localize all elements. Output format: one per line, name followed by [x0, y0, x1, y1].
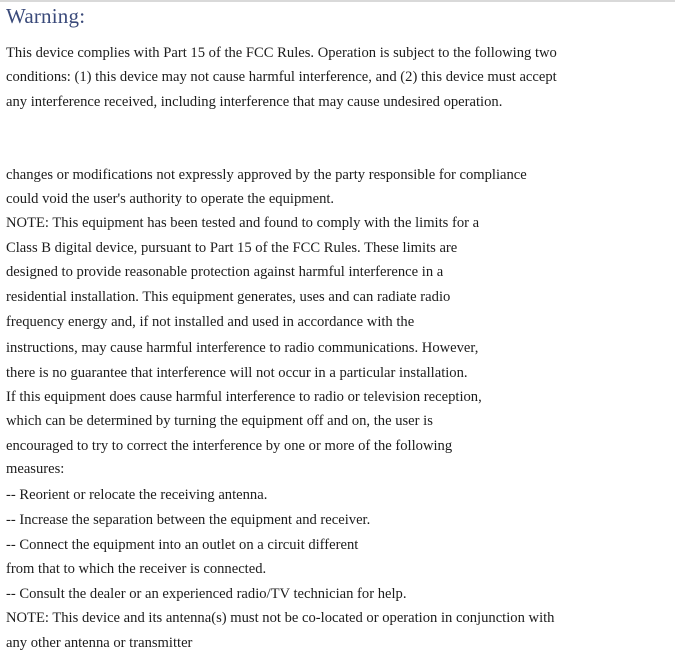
- para2-line: designed to provide reasonable protection against harmful interference in a: [6, 264, 444, 280]
- para2-line: there is no guarantee that interference will not occur in a particular installation.: [6, 365, 468, 381]
- warning-heading: Warning:: [6, 4, 86, 28]
- para2-line: NOTE: This device and its antenna(s) must not be co-located or operation in conjunction with: [6, 610, 555, 626]
- para2-line: changes or modifications not expressly approved by the party responsible for compliance: [6, 167, 527, 183]
- para2-line: measures:: [6, 461, 65, 477]
- para2-line: which can be determined by turning the equipment off and on, the user is: [6, 413, 433, 429]
- para2-line: -- Consult the dealer or an experienced radio/TV technician for help.: [6, 586, 407, 602]
- para2-line: Class B digital device, pursuant to Part 15 of the FCC Rules. These limits are: [6, 240, 458, 256]
- para2-line: -- Connect the equipment into an outlet on a circuit different: [6, 537, 359, 553]
- para2-line: could void the user's authority to operate the equipment.: [6, 191, 335, 207]
- para1-line: This device complies with Part 15 of the FCC Rules. Operation is subject to the following two: [6, 45, 557, 61]
- para2-line: NOTE: This equipment has been tested and found to comply with the limits for a: [6, 215, 480, 231]
- para1-line: conditions: (1) this device may not cause harmful interference, and (2) this device must accept: [6, 69, 557, 85]
- para2-line: residential installation. This equipment generates, uses and can radiate radio: [6, 289, 451, 305]
- para2-line: encouraged to try to correct the interference by one or more of the following: [6, 438, 453, 454]
- para2-line: If this equipment does cause harmful interference to radio or television reception,: [6, 389, 482, 405]
- para2-line: frequency energy and, if not installed and used in accordance with the: [6, 314, 415, 330]
- para2-line: instructions, may cause harmful interference to radio communications. However,: [6, 340, 479, 356]
- para2-line: any other antenna or transmitter: [6, 635, 193, 651]
- para2-line: from that to which the receiver is connected.: [6, 561, 267, 577]
- para2-line: -- Increase the separation between the equipment and receiver.: [6, 512, 371, 528]
- para2-line: -- Reorient or relocate the receiving antenna.: [6, 487, 268, 503]
- para1-line: any interference received, including interference that may cause undesired operation.: [6, 94, 503, 110]
